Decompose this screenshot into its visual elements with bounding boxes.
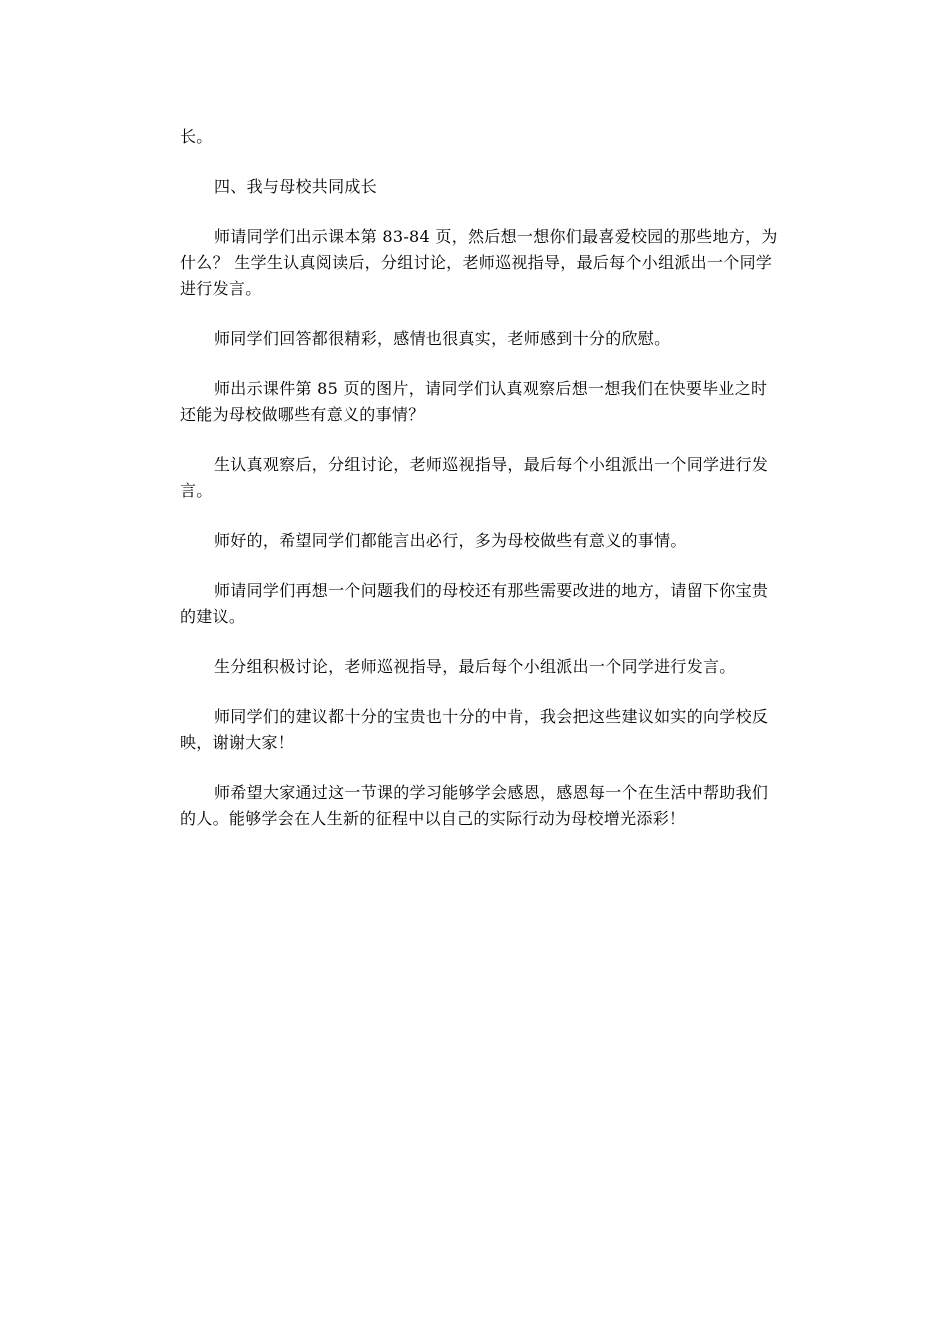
paragraph: 师同学们回答都很精彩，感情也很真实，老师感到十分的欣慰。 <box>214 329 671 348</box>
paragraph: 师请同学们出示课本第 83-84 页，然后想一想你们最喜爱校园的那些地方，为什么？ 生学生认真阅读后，分组讨论，老师巡视指导，最后每个小组派出一个同学进行发言。 <box>180 227 778 298</box>
paragraph: 师好的，希望同学们都能言出必行，多为母校做些有意义的事情。 <box>214 531 687 550</box>
paragraph: 师希望大家通过这一节课的学习能够学会感恩，感恩每一个在生活中帮助我们的人。能够学会在人生新的征程中以自己的实际行动为母校增光添彩！ <box>180 783 769 828</box>
paragraph: 生认真观察后，分组讨论，老师巡视指导，最后每个小组派出一个同学进行发言。 <box>180 455 769 500</box>
section-heading: 四、我与母校共同成长 <box>214 177 378 196</box>
paragraph-continuation: 长。 <box>180 127 213 146</box>
paragraph: 生分组积极讨论，老师巡视指导，最后每个小组派出一个同学进行发言。 <box>214 657 736 676</box>
paragraph: 师同学们的建议都十分的宝贵也十分的中肯，我会把这些建议如实的向学校反映，谢谢大家！ <box>180 707 769 752</box>
paragraph: 师请同学们再想一个问题我们的母校还有那些需要改进的地方，请留下你宝贵的建议。 <box>180 581 769 626</box>
paragraph: 师出示课件第 85 页的图片，请同学们认真观察后想一想我们在快要毕业之时还能为母校做哪些有意义的事情？ <box>180 379 768 424</box>
document-body <box>180 124 780 856</box>
